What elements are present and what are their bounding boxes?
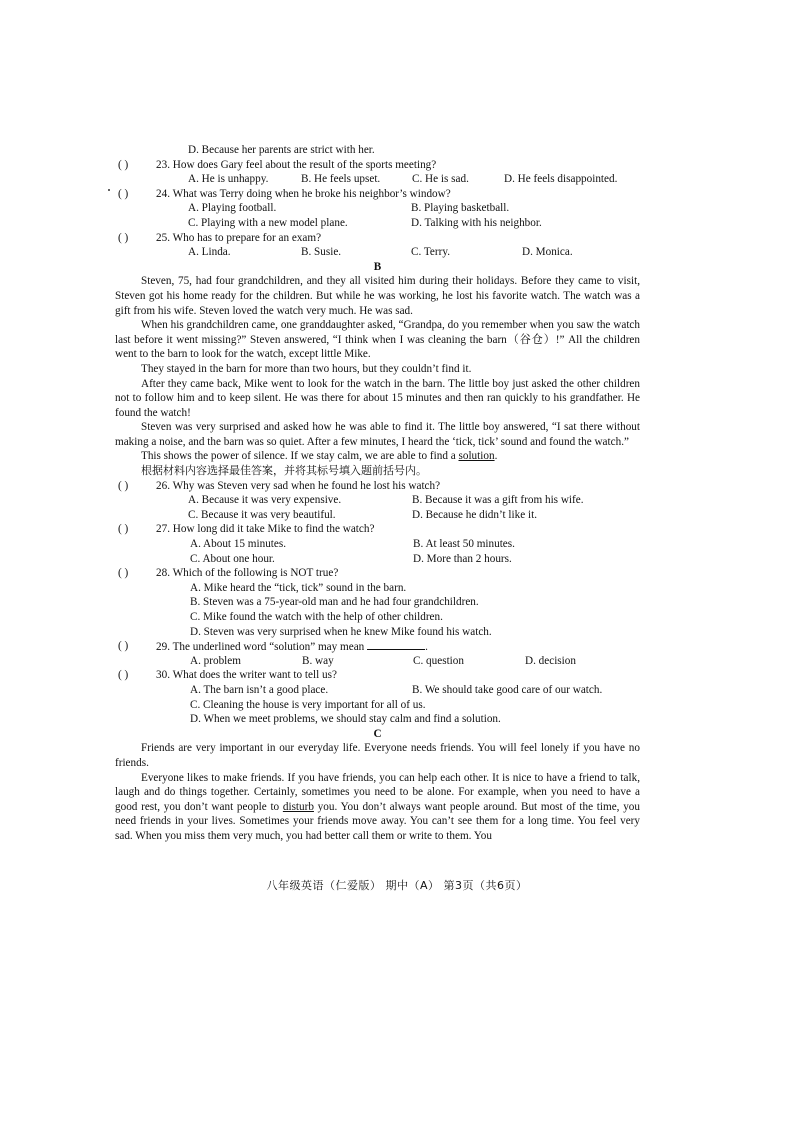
q26-stem: 26. Why was Steven very sad when he found he lost his watch? xyxy=(156,479,441,492)
passage-c-p2-rest: you. You don’t always want people around. But most of the time, you need friends in your lives. Sometimes your friends move away. You can’t see them for a long time. You feel very sad. When you miss them very much, you had better call them or write to them. You xyxy=(115,800,640,842)
section-b-heading: B xyxy=(373,260,382,273)
q29-option-d: D. decision xyxy=(525,654,576,667)
q30-option-b: B. We should take good care of our watch. xyxy=(412,683,603,696)
q29-stem-wrap: 29. The underlined word “solution” may mean . xyxy=(156,641,428,654)
q24-stem: 24. What was Terry doing when he broke his neighbor’s window? xyxy=(156,187,451,200)
q27-answer-bracket[interactable]: ( ) xyxy=(118,523,129,536)
q28-stem-line xyxy=(115,566,640,581)
q29-option-b: B. way xyxy=(302,654,334,667)
q22-option-d: D. Because her parents are strict with her. xyxy=(188,144,375,156)
q25-answer-bracket[interactable]: ( ) xyxy=(118,231,129,244)
q23-answer-bracket[interactable]: ( ) xyxy=(118,158,129,171)
passage-b-paragraph-3: They stayed in the barn for more than two hours, but they couldn’t find it. xyxy=(141,362,472,375)
q25-option-b: B. Susie. xyxy=(301,246,342,259)
q30-option-a: A. The barn isn’t a good place. xyxy=(190,683,329,696)
q24-options-cd xyxy=(115,216,640,231)
passage-b-p6-text: This shows the power of silence. If we stay calm, we are able to find a xyxy=(141,450,459,463)
passage-c-p2-text: Everyone likes to make friends. If you have friends, you can help each other. It is nice to have a friend to talk, laugh and do things together. Certainly, sometimes you need to be alone. For example, when you need to have a good rest, you don’t want people to xyxy=(115,771,640,813)
q24-option-c: C. Playing with a new model plane. xyxy=(188,216,348,229)
q23-options xyxy=(115,172,640,187)
q25-option-a: A. Linda. xyxy=(188,246,231,259)
q29-answer-bracket[interactable]: ( ) xyxy=(118,640,129,653)
q24-stem-line xyxy=(115,187,640,202)
passage-b-paragraph-5: Steven was very surprised and asked how he was able to find it. The little boy answered, “I sat there without making a noise, and the barn was so quiet. After a few minutes, I heard the ‘tick, tick’ sound and found the watch.” xyxy=(115,421,640,448)
q23-option-c: C. He is sad. xyxy=(412,173,469,186)
q30-option-d-line xyxy=(115,712,640,727)
exam-page xyxy=(115,143,640,844)
q23-stem: 23. How does Gary feel about the result of the sports meeting? xyxy=(156,158,437,171)
underlined-word-solution: solution xyxy=(458,450,495,463)
q26-option-d: D. Because he didn’t like it. xyxy=(412,508,538,521)
passage-c-paragraph-2 xyxy=(115,771,640,844)
passage-b-paragraph-6 xyxy=(115,449,640,464)
q24-option-d: D. Talking with his neighbor. xyxy=(411,216,542,229)
q30-option-c: C. Cleaning the house is very important for all of us. xyxy=(190,698,426,711)
q27-option-d: D. More than 2 hours. xyxy=(413,552,512,565)
q26-option-b: B. Because it was a gift from his wife. xyxy=(412,494,584,507)
q28-option-a: A. Mike heard the “tick, tick” sound in the barn. xyxy=(190,581,407,594)
q28-option-d: D. Steven was very surprised when he knew Mike found his watch. xyxy=(190,625,492,638)
q27-options-cd xyxy=(115,552,640,567)
q27-options-ab xyxy=(115,537,640,552)
q24-option-a: A. Playing football. xyxy=(188,202,277,215)
scan-speck xyxy=(108,189,110,191)
q28-option-d-line xyxy=(115,625,640,640)
q28-stem: 28. Which of the following is NOT true? xyxy=(156,567,339,580)
q27-option-b: B. At least 50 minutes. xyxy=(413,538,515,551)
answer-blank xyxy=(367,639,425,650)
instruction-text: 根据材料内容选择最佳答案，并将其标号填入题前括号内。 xyxy=(141,464,427,478)
q23-option-b: B. He feels upset. xyxy=(301,173,381,186)
q25-options xyxy=(115,245,640,260)
q26-option-a: A. Because it was very expensive. xyxy=(188,494,342,507)
q30-options-ab xyxy=(115,683,640,698)
q26-options-ab xyxy=(115,493,640,508)
section-c-heading: C xyxy=(373,727,382,740)
q26-options-cd xyxy=(115,508,640,523)
q27-option-a: A. About 15 minutes. xyxy=(190,538,287,551)
q25-stem: 25. Who has to prepare for an exam? xyxy=(156,231,322,244)
passage-c-paragraph-1: Friends are very important in our everyday life. Everyone needs friends. You will feel lonely if you have no friends. xyxy=(115,742,640,769)
q29-option-c: C. question xyxy=(413,654,464,667)
page-footer: 八年级英语（仁爱版） 期中（A） 第3页（共6页） xyxy=(266,879,528,892)
q29-stem: 29. The underlined word “solution” may mean xyxy=(156,641,365,654)
q23-option-d: D. He feels disappointed. xyxy=(504,173,618,186)
q23-stem-line xyxy=(115,158,640,173)
passage-b-paragraph-2: When his grandchildren came, one granddaughter asked, “Grandpa, do you remember when you saw the watch last before it went missing?” Steven answered, “I think when I was cleaning the barn（谷仓）!” All the children went to the barn to look for the watch, except little Mike. xyxy=(115,319,640,361)
q29-options xyxy=(115,654,640,669)
q26-option-c: C. Because it was very beautiful. xyxy=(188,508,336,521)
q30-answer-bracket[interactable]: ( ) xyxy=(118,669,129,682)
q27-stem: 27. How long did it take Mike to find the watch? xyxy=(156,523,375,536)
passage-b-paragraph-1: Steven, 75, had four grandchildren, and they all visited him during their holidays. Before they came to visit, Steven got his home ready for the children. But while he was working, he lost his favorite watch. The watch was a gift from his wife. Steven loved the watch very much. He was sad. xyxy=(115,275,640,317)
passage-b-paragraph-4: After they came back, Mike went to look for the watch in the barn. The little boy just asked the other children not to follow him and to keep silent. He was there for about 15 minutes and then ran quickly to his grandfather. He found the watch! xyxy=(115,377,640,419)
q22-option-d-line xyxy=(115,143,640,158)
q30-stem: 30. What does the writer want to tell us? xyxy=(156,669,337,682)
q26-stem-line xyxy=(115,479,640,494)
q24-answer-bracket[interactable]: ( ) xyxy=(118,187,129,200)
q25-option-c: C. Terry. xyxy=(411,246,450,259)
passage-b-p6-end: . xyxy=(494,450,498,463)
q25-stem-line xyxy=(115,231,640,246)
q24-option-b: B. Playing basketball. xyxy=(411,202,510,215)
q29-stem-line xyxy=(115,639,640,654)
q28-answer-bracket[interactable]: ( ) xyxy=(118,567,129,580)
underlined-word-disturb: disturb xyxy=(282,800,314,813)
q28-option-c: C. Mike found the watch with the help of other children. xyxy=(190,611,443,623)
q30-option-c-line xyxy=(115,698,640,713)
q28-option-b: B. Steven was a 75-year-old man and he had four grandchildren. xyxy=(190,596,479,609)
q27-stem-line xyxy=(115,522,640,537)
q30-stem-line xyxy=(115,668,640,683)
q24-options-ab xyxy=(115,201,640,216)
q28-option-b-line xyxy=(115,595,640,610)
q30-option-d: D. When we meet problems, we should stay calm and find a solution. xyxy=(190,713,501,726)
q25-option-d: D. Monica. xyxy=(522,246,573,259)
q28-option-a-line xyxy=(115,581,640,596)
q27-option-c: C. About one hour. xyxy=(190,552,275,565)
q23-option-a: A. He is unhappy. xyxy=(188,173,269,186)
q29-option-a: A. problem xyxy=(190,654,241,667)
q28-option-c-line xyxy=(115,610,640,625)
q26-answer-bracket[interactable]: ( ) xyxy=(118,479,129,492)
